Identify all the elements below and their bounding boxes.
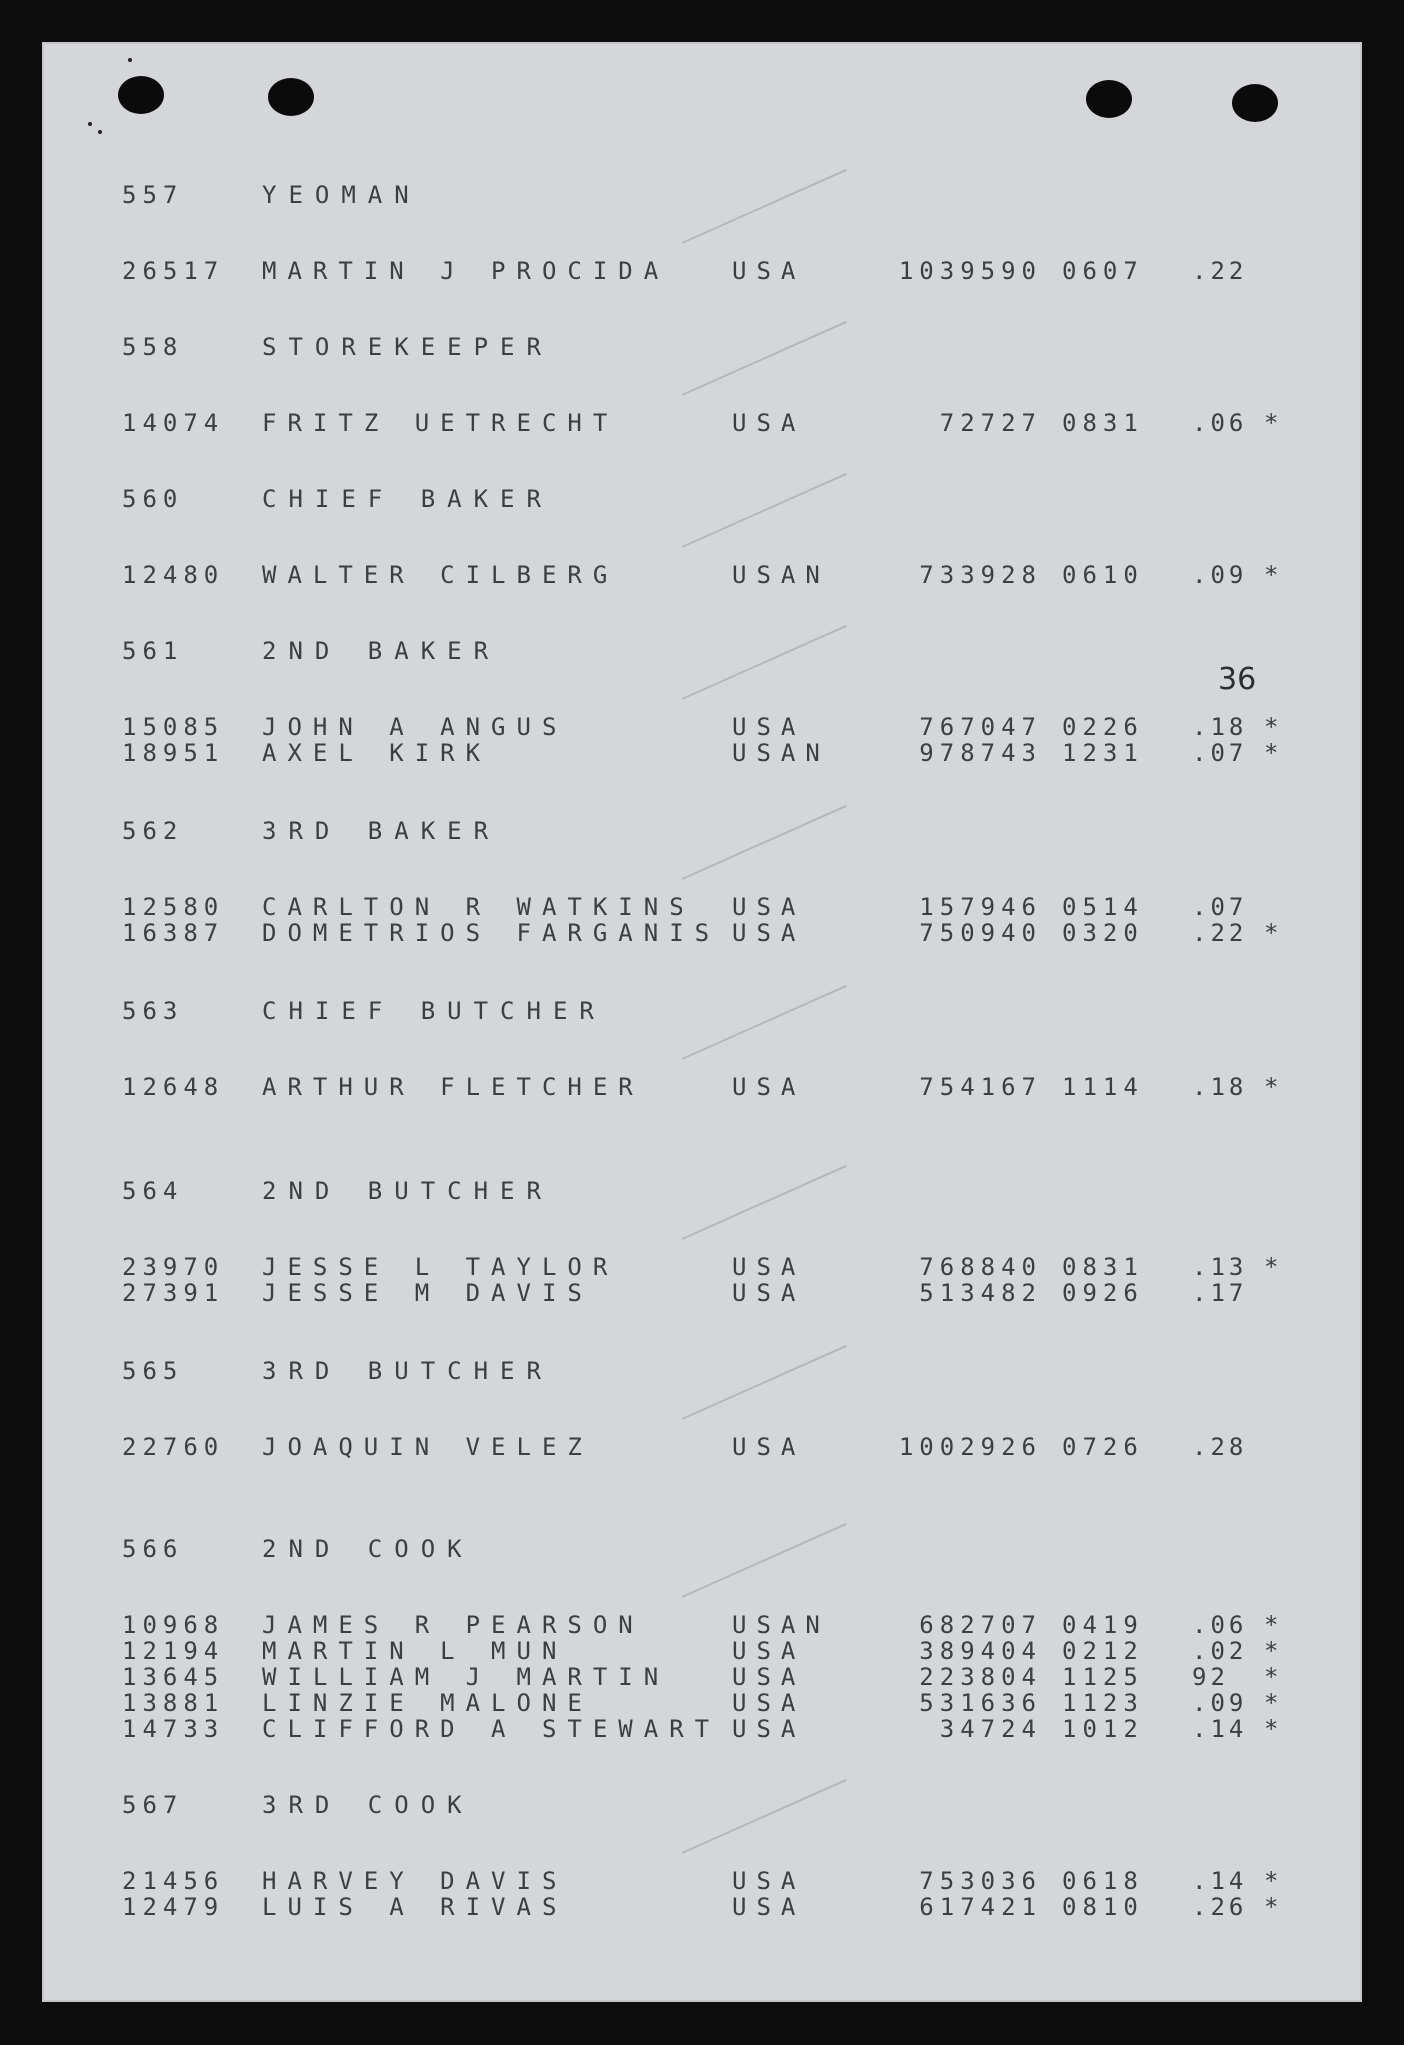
entry-citizenship: USAN — [732, 561, 830, 589]
entry-id: 72727 — [939, 409, 1042, 437]
entry-id: 753036 — [919, 1867, 1042, 1895]
section-header — [42, 1178, 1362, 1204]
entry-value: .18 — [1192, 1073, 1248, 1101]
entry-citizenship: USA — [732, 1637, 806, 1665]
section-title: 2ND BUTCHER — [262, 1177, 553, 1205]
ledger-entry — [42, 1612, 1362, 1638]
entry-value: .14 — [1192, 1867, 1248, 1895]
section-code: 566 — [122, 1535, 184, 1563]
section-code: 563 — [122, 997, 184, 1025]
ledger-entry — [42, 1074, 1362, 1100]
entry-id: 750940 — [919, 919, 1042, 947]
entry-code: 1123 — [1062, 1689, 1144, 1717]
section-header — [42, 638, 1362, 664]
entry-name: CLIFFORD A STEWART — [262, 1715, 721, 1743]
ledger-entry — [42, 562, 1362, 588]
entry-name: WILLIAM J MARTIN — [262, 1663, 670, 1691]
entry-citizenship: USAN — [732, 1611, 830, 1639]
entry-value: .14 — [1192, 1715, 1248, 1743]
entry-citizenship: USA — [732, 1867, 806, 1895]
ledger-entry — [42, 894, 1362, 920]
entry-name: JESSE L TAYLOR — [262, 1253, 619, 1281]
entry-code: 0610 — [1062, 561, 1144, 589]
ledger-entry — [42, 1894, 1362, 1920]
entry-name: MARTIN J PROCIDA — [262, 257, 670, 285]
entry-asterisk: * — [1264, 1637, 1282, 1665]
entry-id: 754167 — [919, 1073, 1042, 1101]
entry-id: 768840 — [919, 1253, 1042, 1281]
section-code: 562 — [122, 817, 184, 845]
entry-code: 1012 — [1062, 1715, 1144, 1743]
entry-asterisk: * — [1264, 1715, 1282, 1743]
entry-id: 513482 — [919, 1279, 1042, 1307]
ledger-entry — [42, 1280, 1362, 1306]
entry-id: 389404 — [919, 1637, 1042, 1665]
section-code: 564 — [122, 1177, 184, 1205]
entry-name: AXEL KIRK — [262, 739, 492, 767]
section-title: CHIEF BAKER — [262, 485, 553, 513]
entry-name: CARLTON R WATKINS — [262, 893, 695, 921]
entry-id: 223804 — [919, 1663, 1042, 1691]
entry-id: 733928 — [919, 561, 1042, 589]
entry-value: .17 — [1192, 1279, 1248, 1307]
page-number: 36 — [1218, 662, 1257, 697]
entry-value: .06 — [1192, 1611, 1248, 1639]
entry-id: 531636 — [919, 1689, 1042, 1717]
entry-citizenship: USA — [732, 893, 806, 921]
entry-asterisk: * — [1264, 561, 1282, 589]
entry-code: 0226 — [1062, 713, 1144, 741]
entry-name: JESSE M DAVIS — [262, 1279, 593, 1307]
entry-number: 12648 — [122, 1073, 225, 1101]
entry-name: HARVEY DAVIS — [262, 1867, 568, 1895]
entry-number: 12194 — [122, 1637, 225, 1665]
section-header — [42, 1358, 1362, 1384]
ink-speck — [128, 58, 132, 62]
entry-asterisk: * — [1264, 739, 1282, 767]
entry-name: JOAQUIN VELEZ — [262, 1433, 593, 1461]
entry-number: 21456 — [122, 1867, 225, 1895]
section-title: 2ND COOK — [262, 1535, 474, 1563]
entry-asterisk: * — [1264, 1253, 1282, 1281]
entry-code: 0726 — [1062, 1433, 1144, 1461]
punch-hole — [268, 78, 314, 116]
entry-asterisk: * — [1264, 1663, 1282, 1691]
entry-name: FRITZ UETRECHT — [262, 409, 619, 437]
entry-code: 0419 — [1062, 1611, 1144, 1639]
entry-asterisk: * — [1264, 1893, 1282, 1921]
entry-name: MARTIN L MUN — [262, 1637, 568, 1665]
entry-code: 1114 — [1062, 1073, 1144, 1101]
entry-citizenship: USA — [732, 409, 806, 437]
entry-code: 1125 — [1062, 1663, 1144, 1691]
entry-number: 12580 — [122, 893, 225, 921]
entry-name: ARTHUR FLETCHER — [262, 1073, 644, 1101]
section-header — [42, 1792, 1362, 1818]
entry-id: 978743 — [919, 739, 1042, 767]
section-code: 567 — [122, 1791, 184, 1819]
entry-citizenship: USA — [732, 1279, 806, 1307]
entry-number: 18951 — [122, 739, 225, 767]
section-title: YEOMAN — [262, 181, 421, 209]
section-title: 3RD BAKER — [262, 817, 501, 845]
entry-number: 14733 — [122, 1715, 225, 1743]
ledger-entry — [42, 1664, 1362, 1690]
entry-number: 13645 — [122, 1663, 225, 1691]
entry-number: 26517 — [122, 257, 225, 285]
ledger-entry — [42, 1254, 1362, 1280]
entry-value: .26 — [1192, 1893, 1248, 1921]
entry-name: WALTER CILBERG — [262, 561, 619, 589]
entry-number: 10968 — [122, 1611, 225, 1639]
section-header — [42, 818, 1362, 844]
entry-value: .09 — [1192, 561, 1248, 589]
section-header — [42, 486, 1362, 512]
entry-number: 14074 — [122, 409, 225, 437]
entry-number: 27391 — [122, 1279, 225, 1307]
ledger-entry — [42, 1434, 1362, 1460]
entry-code: 0320 — [1062, 919, 1144, 947]
document-page — [42, 42, 1362, 2002]
section-header — [42, 998, 1362, 1024]
ledger-entry — [42, 1638, 1362, 1664]
section-code: 560 — [122, 485, 184, 513]
ledger-entry — [42, 740, 1362, 766]
entry-code: 0831 — [1062, 409, 1144, 437]
section-code: 558 — [122, 333, 184, 361]
ledger-entry — [42, 258, 1362, 284]
entry-number: 16387 — [122, 919, 225, 947]
entry-name: JAMES R PEARSON — [262, 1611, 644, 1639]
entry-code: 0607 — [1062, 257, 1144, 285]
entry-citizenship: USA — [732, 1689, 806, 1717]
entry-id: 34724 — [939, 1715, 1042, 1743]
entry-value: .22 — [1192, 257, 1248, 285]
ledger-entry — [42, 410, 1362, 436]
entry-asterisk: * — [1264, 1073, 1282, 1101]
section-code: 561 — [122, 637, 184, 665]
entry-name: LINZIE MALONE — [262, 1689, 593, 1717]
punch-hole — [1232, 84, 1278, 122]
entry-citizenship: USA — [732, 1715, 806, 1743]
entry-number: 12480 — [122, 561, 225, 589]
entry-id: 157946 — [919, 893, 1042, 921]
entry-number: 22760 — [122, 1433, 225, 1461]
entry-id: 767047 — [919, 713, 1042, 741]
entry-asterisk: * — [1264, 409, 1282, 437]
entry-citizenship: USA — [732, 1073, 806, 1101]
entry-citizenship: USA — [732, 1253, 806, 1281]
ledger-entry — [42, 1716, 1362, 1742]
ledger-entry — [42, 920, 1362, 946]
entry-number: 13881 — [122, 1689, 225, 1717]
entry-number: 15085 — [122, 713, 225, 741]
entry-citizenship: USA — [732, 713, 806, 741]
entry-asterisk: * — [1264, 1611, 1282, 1639]
section-title: 2ND BAKER — [262, 637, 501, 665]
entry-name: JOHN A ANGUS — [262, 713, 568, 741]
entry-id: 1002926 — [898, 1433, 1042, 1461]
section-header — [42, 334, 1362, 360]
entry-code: 0926 — [1062, 1279, 1144, 1307]
section-code: 557 — [122, 181, 184, 209]
ink-speck — [88, 122, 92, 126]
punch-hole — [1086, 80, 1132, 118]
entry-citizenship: USA — [732, 919, 806, 947]
section-title: CHIEF BUTCHER — [262, 997, 606, 1025]
entry-value: .09 — [1192, 1689, 1248, 1717]
ledger-entry — [42, 714, 1362, 740]
entry-citizenship: USAN — [732, 739, 830, 767]
entry-name: DOMETRIOS FARGANIS — [262, 919, 721, 947]
section-header — [42, 1536, 1362, 1562]
entry-value: 92 — [1192, 1663, 1229, 1691]
entry-value: .22 — [1192, 919, 1248, 947]
entry-asterisk: * — [1264, 1689, 1282, 1717]
ledger-entry — [42, 1868, 1362, 1894]
entry-value: .18 — [1192, 713, 1248, 741]
section-code: 565 — [122, 1357, 184, 1385]
entry-asterisk: * — [1264, 919, 1282, 947]
entry-citizenship: USA — [732, 257, 806, 285]
entry-code: 0810 — [1062, 1893, 1144, 1921]
entry-value: .13 — [1192, 1253, 1248, 1281]
section-title: 3RD COOK — [262, 1791, 474, 1819]
entry-code: 0514 — [1062, 893, 1144, 921]
entry-value: .28 — [1192, 1433, 1248, 1461]
entry-code: 0618 — [1062, 1867, 1144, 1895]
section-title: 3RD BUTCHER — [262, 1357, 553, 1385]
entry-number: 23970 — [122, 1253, 225, 1281]
entry-id: 1039590 — [898, 257, 1042, 285]
ink-speck — [98, 130, 102, 134]
entry-id: 617421 — [919, 1893, 1042, 1921]
entry-citizenship: USA — [732, 1893, 806, 1921]
entry-code: 1231 — [1062, 739, 1144, 767]
punch-hole — [118, 76, 164, 114]
entry-value: .02 — [1192, 1637, 1248, 1665]
entry-value: .07 — [1192, 739, 1248, 767]
entry-asterisk: * — [1264, 713, 1282, 741]
ledger-entry — [42, 1690, 1362, 1716]
entry-code: 0212 — [1062, 1637, 1144, 1665]
entry-value: .07 — [1192, 893, 1248, 921]
entry-code: 0831 — [1062, 1253, 1144, 1281]
entry-number: 12479 — [122, 1893, 225, 1921]
entry-citizenship: USA — [732, 1433, 806, 1461]
entry-value: .06 — [1192, 409, 1248, 437]
entry-name: LUIS A RIVAS — [262, 1893, 568, 1921]
entry-id: 682707 — [919, 1611, 1042, 1639]
section-header — [42, 182, 1362, 208]
entry-asterisk: * — [1264, 1867, 1282, 1895]
entry-citizenship: USA — [732, 1663, 806, 1691]
section-title: STOREKEEPER — [262, 333, 553, 361]
